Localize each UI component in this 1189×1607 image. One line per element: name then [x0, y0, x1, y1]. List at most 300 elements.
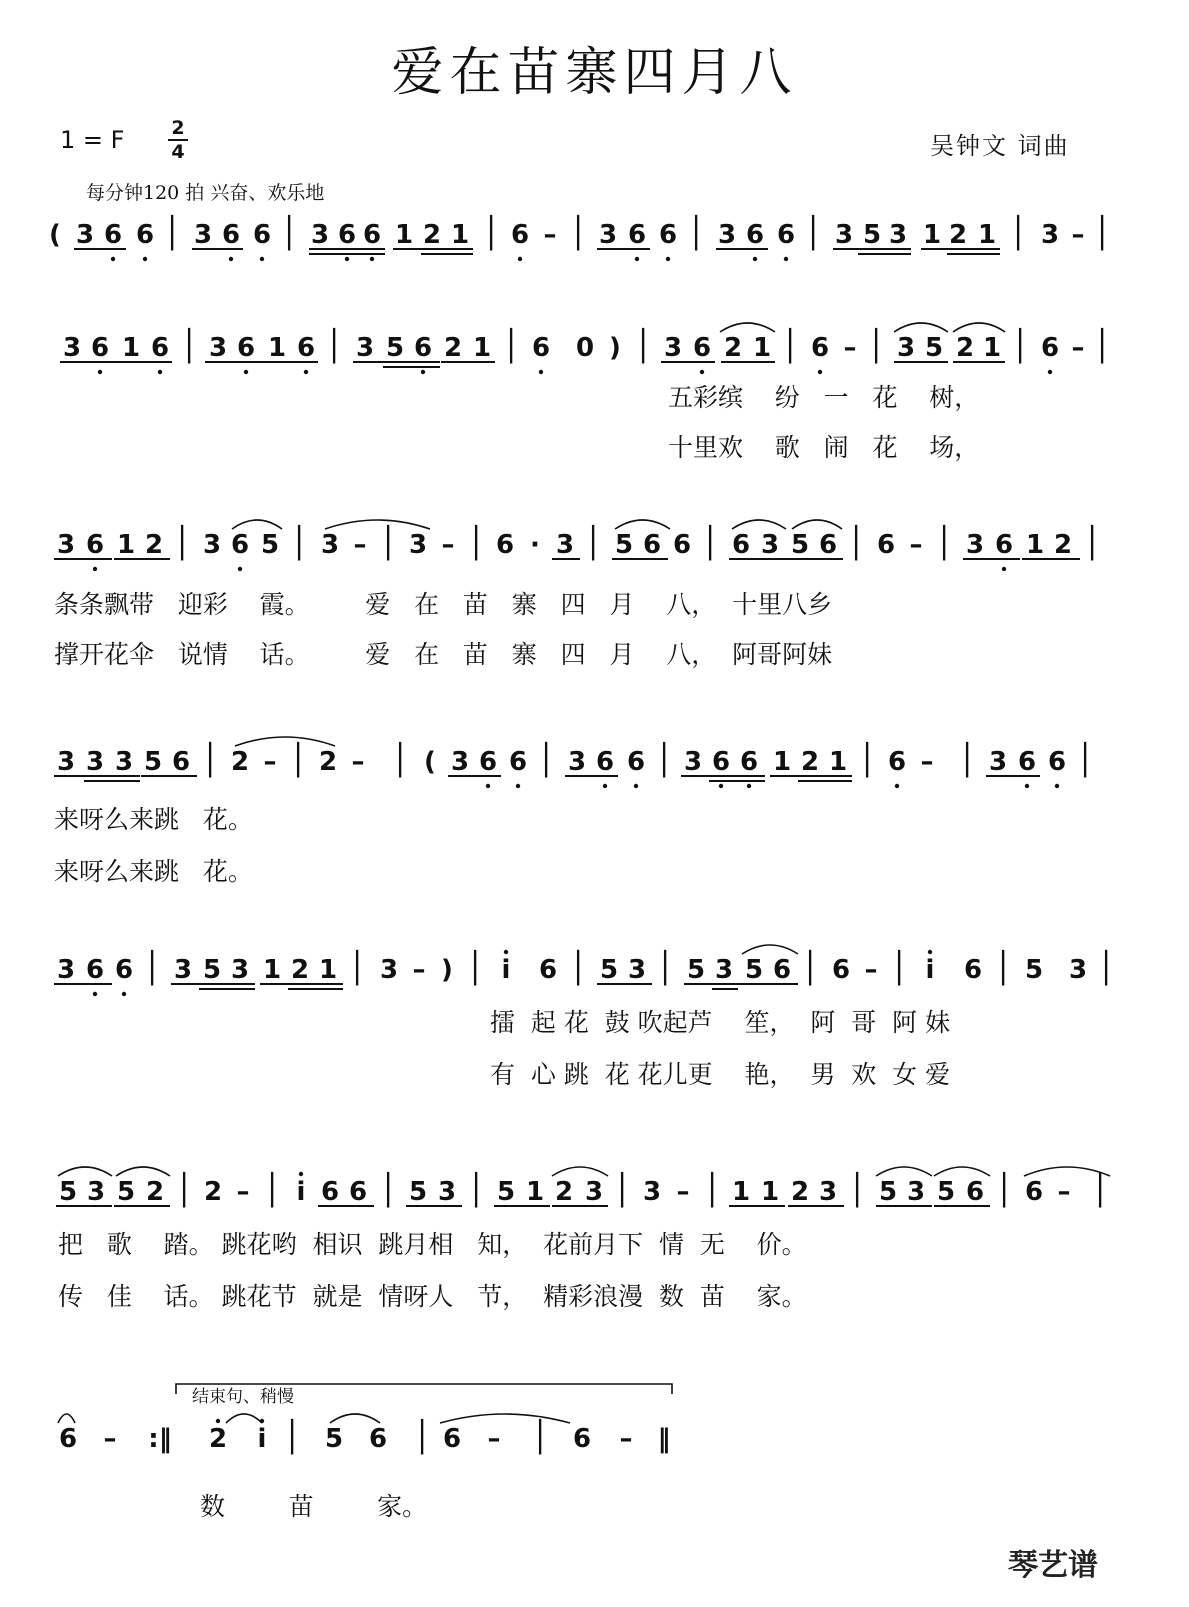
- note: 6: [595, 747, 615, 777]
- note: 1: [116, 530, 136, 560]
- note: ·: [530, 530, 540, 560]
- note: 5: [143, 747, 163, 777]
- barline: │: [142, 951, 162, 986]
- note: 6: [1017, 747, 1037, 777]
- note: 1: [262, 955, 282, 985]
- barline: │: [800, 951, 820, 986]
- note: 6: [672, 530, 692, 560]
- note: 6: [1040, 333, 1060, 363]
- note: 3: [173, 955, 193, 985]
- note: 1: [472, 333, 492, 363]
- low-octave-dot: [747, 784, 751, 788]
- note: 6: [90, 333, 110, 363]
- note: –: [236, 1177, 250, 1207]
- barline: │: [282, 1420, 302, 1455]
- note: 3: [896, 333, 916, 363]
- lyric-line: 五彩缤 纷 一 花 树，: [668, 383, 980, 412]
- note: 3: [85, 747, 105, 777]
- note: 1: [731, 1177, 751, 1207]
- note: 3: [202, 530, 222, 560]
- barline: │: [174, 1173, 194, 1208]
- note: 3: [818, 1177, 838, 1207]
- note: 5: [116, 1177, 136, 1207]
- note: 3: [834, 220, 854, 250]
- note: 3: [450, 747, 470, 777]
- slur: [742, 945, 798, 954]
- note: 6: [627, 220, 647, 250]
- low-octave-dot: [345, 257, 349, 261]
- note: 1: [982, 333, 1002, 363]
- barline: │: [957, 743, 977, 778]
- low-octave-dot: [1048, 370, 1052, 374]
- note: 2: [144, 530, 164, 560]
- low-octave-dot: [1002, 567, 1006, 571]
- note: 3: [906, 1177, 926, 1207]
- low-octave-dot: [158, 370, 162, 374]
- note: 3: [62, 333, 82, 363]
- note: –: [1071, 220, 1085, 250]
- slur: [232, 520, 282, 529]
- barline: │: [466, 526, 486, 561]
- low-octave-dot: [516, 784, 520, 788]
- barline: │: [993, 951, 1013, 986]
- barline: │: [501, 329, 521, 364]
- note: 3: [208, 333, 228, 363]
- note: 6: [642, 530, 662, 560]
- note: 5: [744, 955, 764, 985]
- low-octave-dot: [111, 257, 115, 261]
- low-octave-dot: [753, 257, 757, 261]
- note: 1: [121, 333, 141, 363]
- note: 3: [355, 333, 375, 363]
- note: 6: [531, 333, 551, 363]
- note: 6: [776, 220, 796, 250]
- slur: [720, 323, 775, 332]
- note: 6: [236, 333, 256, 363]
- note: 3: [627, 955, 647, 985]
- note: 6: [362, 220, 382, 250]
- low-octave-dot: [518, 257, 522, 261]
- note: 6: [337, 220, 357, 250]
- barline: │: [655, 951, 675, 986]
- note: 6: [994, 530, 1014, 560]
- note: i: [501, 955, 511, 985]
- note: 6: [772, 955, 792, 985]
- note: 6: [320, 1177, 340, 1207]
- lyric-line: 把 歌 踏。 跳花哟 相识 跳月相 知， 花前月下 情 无 价。: [58, 1230, 807, 1259]
- note: 6: [818, 530, 838, 560]
- note: 5: [878, 1177, 898, 1207]
- barline: │: [1092, 216, 1112, 251]
- note: 6: [658, 220, 678, 250]
- note: 6: [495, 530, 515, 560]
- barline: │: [994, 1173, 1014, 1208]
- barline: │: [324, 329, 344, 364]
- low-octave-dot: [635, 257, 639, 261]
- note: 3: [567, 747, 587, 777]
- note: 6: [510, 220, 530, 250]
- low-octave-dot: [238, 567, 242, 571]
- note: i: [257, 1424, 267, 1454]
- note: i: [296, 1177, 306, 1207]
- note: –: [676, 1177, 690, 1207]
- barline: │: [390, 743, 410, 778]
- barline: │: [700, 526, 720, 561]
- note: –: [1057, 1177, 1071, 1207]
- note: 3: [86, 1177, 106, 1207]
- note: 6: [252, 220, 272, 250]
- logo-text: 琴艺谱: [1008, 1548, 1098, 1583]
- barline: │: [803, 216, 823, 251]
- note: 5: [324, 1424, 344, 1454]
- note: 3: [310, 220, 330, 250]
- low-octave-dot: [421, 370, 425, 374]
- ending-phrase-note: 结束句、稍慢: [192, 1387, 294, 1407]
- barline: │: [846, 526, 866, 561]
- note: 3: [555, 530, 575, 560]
- slur: [732, 520, 786, 529]
- lyric-line: 来呀么来跳 花。: [54, 805, 253, 834]
- note: 6: [831, 955, 851, 985]
- high-octave-dot: [504, 950, 508, 954]
- note: 3: [320, 530, 340, 560]
- note: 3: [230, 955, 250, 985]
- note: 3: [1068, 955, 1088, 985]
- note: i: [925, 955, 935, 985]
- note: 3: [193, 220, 213, 250]
- note: 6: [114, 955, 134, 985]
- note: 6: [692, 333, 712, 363]
- note: 6: [171, 747, 191, 777]
- high-octave-dot: [216, 1419, 220, 1423]
- note: 3: [408, 530, 428, 560]
- note: 3: [642, 1177, 662, 1207]
- note: 1: [394, 220, 414, 250]
- slur: [615, 520, 670, 529]
- key-signature: 1 = F: [60, 126, 125, 154]
- note: 6: [413, 333, 433, 363]
- note: 6: [1047, 747, 1067, 777]
- note: 2: [1053, 530, 1073, 560]
- barline: │: [1082, 526, 1102, 561]
- note: 6: [135, 220, 155, 250]
- note: ): [441, 955, 453, 985]
- note: 3: [888, 220, 908, 250]
- note: 6: [572, 1424, 592, 1454]
- lyric-line: 来呀么来跳 花。: [54, 857, 253, 886]
- slur: [226, 1414, 262, 1423]
- meter-bottom: 4: [171, 141, 185, 163]
- slur: [440, 1414, 570, 1423]
- low-octave-dot: [229, 257, 233, 261]
- slur: [792, 520, 842, 529]
- barline: │: [289, 526, 309, 561]
- note: 2: [554, 1177, 574, 1207]
- low-octave-dot: [1055, 784, 1059, 788]
- note: 2: [443, 333, 463, 363]
- barline: │: [866, 329, 886, 364]
- barline: │: [378, 1173, 398, 1208]
- note: –: [351, 747, 365, 777]
- note: 3: [379, 955, 399, 985]
- barline: │: [262, 1173, 282, 1208]
- low-octave-dot: [486, 784, 490, 788]
- barline: │: [889, 951, 909, 986]
- note: 6: [731, 530, 751, 560]
- barline: │: [612, 1173, 632, 1208]
- note: –: [843, 333, 857, 363]
- lyric-line: 十里欢 歌 闹 花 场，: [668, 433, 980, 462]
- lyric-line: 撑开花伞 说情 话。 爱 在 苗 寨 四 月 八， 阿哥阿妹: [54, 640, 833, 669]
- barline: │: [347, 951, 367, 986]
- slur: [953, 323, 1005, 332]
- low-octave-dot: [895, 784, 899, 788]
- barline: │: [686, 216, 706, 251]
- note: 5: [385, 333, 405, 363]
- note: 2: [790, 1177, 810, 1207]
- slur: [325, 520, 430, 529]
- note: 6: [508, 747, 528, 777]
- note: 6: [538, 955, 558, 985]
- note: 2: [800, 747, 820, 777]
- note: 2: [230, 747, 250, 777]
- note: 6: [711, 747, 731, 777]
- note: 5: [496, 1177, 516, 1207]
- note: 5: [599, 955, 619, 985]
- barline: │: [172, 526, 192, 561]
- note: 3: [56, 530, 76, 560]
- low-octave-dot: [666, 257, 670, 261]
- logo: [1008, 1540, 1098, 1584]
- note: 5: [936, 1177, 956, 1207]
- note: ‖: [657, 1424, 671, 1454]
- note: 6: [745, 220, 765, 250]
- low-octave-dot: [634, 784, 638, 788]
- low-octave-dot: [93, 567, 97, 571]
- note: –: [412, 955, 426, 985]
- note: 2: [948, 220, 968, 250]
- note: 3: [717, 220, 737, 250]
- barline: │: [162, 216, 182, 251]
- note: –: [263, 747, 277, 777]
- note: 1: [977, 220, 997, 250]
- note: 6: [368, 1424, 388, 1454]
- barline: │: [583, 526, 603, 561]
- barline: │: [200, 743, 220, 778]
- note: 3: [683, 747, 703, 777]
- note: ): [609, 333, 621, 363]
- barline: │: [568, 951, 588, 986]
- note: 6: [963, 955, 983, 985]
- barline: │: [530, 1420, 550, 1455]
- note: 1: [1025, 530, 1045, 560]
- barline: │: [378, 526, 398, 561]
- barline: │: [288, 743, 308, 778]
- note: 6: [150, 333, 170, 363]
- slur: [58, 1414, 75, 1423]
- barline: │: [934, 526, 954, 561]
- slur: [876, 1167, 932, 1176]
- barline: │: [465, 951, 485, 986]
- note: 2: [422, 220, 442, 250]
- note: 1: [828, 747, 848, 777]
- note: 3: [56, 955, 76, 985]
- note: 3: [598, 220, 618, 250]
- note: 6: [442, 1424, 462, 1454]
- barline: │: [780, 329, 800, 364]
- slur: [934, 1167, 990, 1176]
- note: 1: [922, 220, 942, 250]
- note: 1: [318, 955, 338, 985]
- note: :‖: [148, 1424, 172, 1454]
- note: 3: [114, 747, 134, 777]
- note: 2: [203, 1177, 223, 1207]
- note: 5: [924, 333, 944, 363]
- lyric-line: 数 苗 家。: [200, 1492, 428, 1521]
- barline: │: [568, 216, 588, 251]
- note: (: [49, 220, 61, 250]
- note: (: [424, 747, 436, 777]
- note: 6: [887, 747, 907, 777]
- barline: │: [412, 1420, 432, 1455]
- barline: │: [1075, 743, 1095, 778]
- note: 2: [723, 333, 743, 363]
- tempo-marking: 每分钟120 拍 兴奋、欢乐地: [86, 182, 325, 204]
- note: 2: [208, 1424, 228, 1454]
- note: –: [920, 747, 934, 777]
- low-octave-dot: [244, 370, 248, 374]
- note: 6: [810, 333, 830, 363]
- barline: │: [481, 216, 501, 251]
- note: 5: [202, 955, 222, 985]
- barline: │: [702, 1173, 722, 1208]
- high-octave-dot: [299, 1172, 303, 1176]
- note: 5: [1024, 955, 1044, 985]
- note: 3: [1040, 220, 1060, 250]
- note: 5: [686, 955, 706, 985]
- note: 1: [752, 333, 772, 363]
- note: –: [864, 955, 878, 985]
- low-octave-dot: [1025, 784, 1029, 788]
- note: 3: [760, 530, 780, 560]
- song-title: 爱在苗寨四月八: [391, 43, 798, 103]
- note: 6: [58, 1424, 78, 1454]
- note: 1: [267, 333, 287, 363]
- low-octave-dot: [603, 784, 607, 788]
- note: 6: [876, 530, 896, 560]
- low-octave-dot: [700, 370, 704, 374]
- lyric-line: 条条飘带 迎彩 霞。 爱 在 苗 寨 四 月 八， 十里八乡: [54, 590, 833, 619]
- low-octave-dot: [93, 992, 97, 996]
- low-octave-dot: [304, 370, 308, 374]
- note: 3: [75, 220, 95, 250]
- slur: [58, 1167, 112, 1176]
- note: 6: [221, 220, 241, 250]
- low-octave-dot: [818, 370, 822, 374]
- note: 5: [790, 530, 810, 560]
- note: 6: [626, 747, 646, 777]
- note: 3: [965, 530, 985, 560]
- low-octave-dot: [370, 257, 374, 261]
- note: –: [441, 530, 455, 560]
- slur: [894, 323, 948, 332]
- barline: │: [1010, 329, 1030, 364]
- note: –: [1071, 333, 1085, 363]
- note: –: [487, 1424, 501, 1454]
- lyric-line: 有 心 跳 花 花儿更 艳， 男 欢 女 爱: [490, 1060, 951, 1089]
- low-octave-dot: [143, 257, 147, 261]
- low-octave-dot: [719, 784, 723, 788]
- barline: │: [1092, 329, 1112, 364]
- slur: [552, 1167, 608, 1176]
- barline: │: [654, 743, 674, 778]
- slur: [116, 1167, 170, 1176]
- note: 1: [450, 220, 470, 250]
- barline: │: [466, 1173, 486, 1208]
- lyric-line: 擂 起 花 鼓 吹起芦 笙， 阿 哥 阿 妹: [490, 1008, 951, 1037]
- note: 3: [56, 747, 76, 777]
- note: 3: [714, 955, 734, 985]
- note: 2: [955, 333, 975, 363]
- barline: │: [1008, 216, 1028, 251]
- low-octave-dot: [260, 257, 264, 261]
- note: 6: [85, 530, 105, 560]
- note: 2: [145, 1177, 165, 1207]
- low-octave-dot: [122, 992, 126, 996]
- note: 6: [348, 1177, 368, 1207]
- barline: │: [633, 329, 653, 364]
- note: 6: [1024, 1177, 1044, 1207]
- barline: │: [857, 743, 877, 778]
- note: –: [543, 220, 557, 250]
- low-octave-dot: [98, 370, 102, 374]
- author-credit: 吴钟文 词曲: [930, 132, 1070, 160]
- barline: │: [1096, 951, 1116, 986]
- barline: │: [1090, 1173, 1110, 1208]
- note: 3: [663, 333, 683, 363]
- note: 2: [290, 955, 310, 985]
- low-octave-dot: [784, 257, 788, 261]
- note: 3: [988, 747, 1008, 777]
- note: –: [353, 530, 367, 560]
- slur: [330, 1414, 380, 1423]
- meter-top: 2: [171, 117, 185, 139]
- note: 1: [525, 1177, 545, 1207]
- high-octave-dot: [928, 950, 932, 954]
- note: –: [909, 530, 923, 560]
- note: 5: [260, 530, 280, 560]
- note: 5: [862, 220, 882, 250]
- note: 6: [296, 333, 316, 363]
- note: 6: [230, 530, 250, 560]
- note: 3: [437, 1177, 457, 1207]
- note: 6: [103, 220, 123, 250]
- slur: [235, 737, 335, 746]
- note: 1: [772, 747, 792, 777]
- note: 6: [478, 747, 498, 777]
- note: 6: [965, 1177, 985, 1207]
- note: 5: [408, 1177, 428, 1207]
- note: 1: [760, 1177, 780, 1207]
- note: 3: [584, 1177, 604, 1207]
- note: 6: [739, 747, 759, 777]
- note: 5: [58, 1177, 78, 1207]
- barline: │: [279, 216, 299, 251]
- note: –: [619, 1424, 633, 1454]
- note: 5: [614, 530, 634, 560]
- low-octave-dot: [539, 370, 543, 374]
- note: –: [103, 1424, 117, 1454]
